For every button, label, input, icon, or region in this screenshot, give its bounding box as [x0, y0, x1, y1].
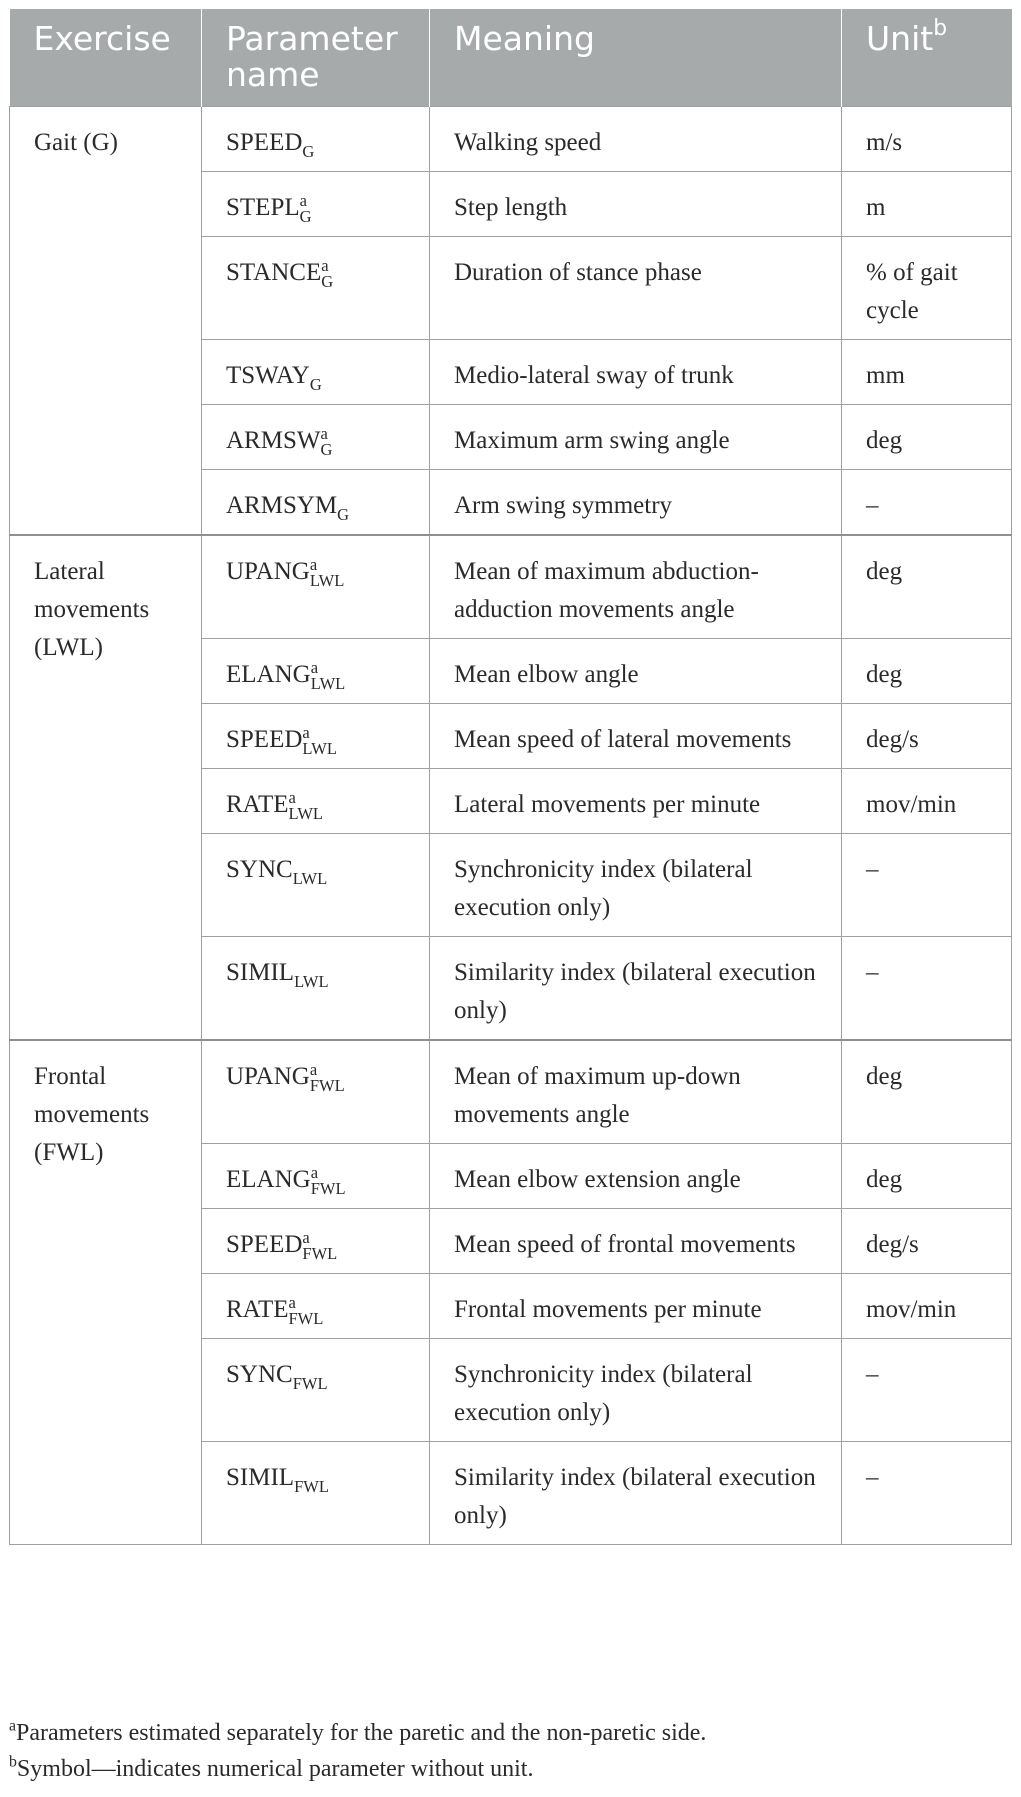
unit-cell: m/s: [842, 107, 1012, 172]
parameter-subscript: LWL: [292, 869, 328, 889]
table-row: [10, 1040, 1012, 1144]
parameter-superscript: a: [320, 423, 328, 443]
meaning-cell: Walking speed: [430, 107, 842, 172]
table-footnotes: [9, 1715, 1011, 1787]
parameter-scripts: [310, 373, 322, 394]
parameter-base: ARMSW: [226, 427, 321, 454]
parameter-base: ELANG: [226, 1166, 311, 1193]
parameter-name-cell: [202, 470, 430, 536]
parameter-scripts: [302, 722, 337, 759]
parameter-subscript: G: [320, 440, 333, 460]
parameter-base: STEPL: [226, 194, 300, 221]
parameter-base: UPANG: [226, 558, 310, 585]
parameter-name-cell: [202, 1144, 430, 1209]
parameter-subscript: G: [321, 272, 334, 292]
table-row: [10, 535, 1012, 639]
parameter-scripts: [294, 970, 329, 991]
footnote-a-mark: a: [9, 1717, 17, 1735]
meaning-cell: Lateral movements per minute: [430, 769, 842, 834]
parameter-base: ARMSYM: [226, 492, 338, 519]
meaning-cell: Mean elbow angle: [430, 639, 842, 704]
parameter-subscript: LWL: [310, 674, 346, 694]
footnote-a: [9, 1715, 1011, 1751]
parameter-name-cell: [202, 107, 430, 172]
parameter-scripts: [309, 554, 345, 591]
parameter-name-cell: [202, 340, 430, 405]
parameter-name-cell: [202, 405, 430, 470]
parameter-name-cell: [202, 1442, 430, 1545]
parameter-name-cell: [202, 535, 430, 639]
parameter-subscript: FWL: [309, 1076, 345, 1096]
footnote-a-text: Parameters estimated separately for the paretic and the non-paretic side.: [16, 1720, 707, 1746]
footnote-b-mark: b: [9, 1753, 17, 1771]
parameter-base: SPEED: [226, 1231, 303, 1258]
exercise-cell: Gait (G): [10, 107, 202, 536]
parameter-scripts: [288, 787, 324, 824]
parameter-base: RATE: [226, 1296, 289, 1323]
table-header: [10, 9, 1012, 107]
parameter-scripts: [288, 1292, 324, 1329]
header-row: [10, 9, 1012, 107]
parameter-superscript: a: [310, 657, 319, 677]
parameter-scripts: [302, 1227, 338, 1264]
parameter-scripts: [293, 867, 328, 888]
parameter-scripts: [321, 255, 334, 292]
parameter-subscript: LWL: [309, 571, 345, 591]
parameter-base: SIMIL: [226, 959, 295, 986]
footnote-b-text: Symbol—indicates numerical parameter without unit.: [16, 1756, 534, 1782]
parameter-base: RATE: [226, 791, 289, 818]
parameter-subscript: G: [309, 375, 322, 395]
parameters-table: [9, 9, 1012, 1545]
parameter-superscript: a: [288, 1292, 296, 1312]
meaning-cell: Mean of maximum abduction-adduction movements angle: [430, 535, 842, 639]
parameter-subscript: G: [302, 142, 315, 162]
parameter-subscript: FWL: [292, 1374, 328, 1394]
meaning-cell: Step length: [430, 172, 842, 237]
meaning-cell: Synchronicity index (bilateral execution only): [430, 1339, 842, 1442]
parameter-scripts: [299, 190, 312, 227]
meaning-cell: Similarity index (bilateral execution only): [430, 937, 842, 1041]
parameters-table-container: [9, 9, 1011, 1545]
parameter-name-cell: [202, 937, 430, 1041]
exercise-cell: Frontal movements (FWL): [10, 1040, 202, 1545]
parameter-subscript: FWL: [302, 1244, 338, 1264]
table-row: [10, 107, 1012, 172]
unit-cell: deg/s: [842, 1209, 1012, 1274]
unit-cell: –: [842, 1339, 1012, 1442]
parameter-base: SPEED: [226, 129, 303, 156]
parameter-superscript: a: [302, 722, 310, 742]
parameter-superscript: a: [299, 190, 307, 210]
parameter-base: SIMIL: [226, 1464, 295, 1491]
parameter-subscript: LWL: [294, 972, 329, 992]
header-unit-footnote-mark: b: [933, 15, 948, 41]
parameter-subscript: FWL: [288, 1309, 324, 1329]
parameter-base: SPEED: [226, 726, 303, 753]
unit-cell: deg/s: [842, 704, 1012, 769]
parameter-name-cell: [202, 639, 430, 704]
parameter-subscript: FWL: [294, 1477, 329, 1497]
parameter-superscript: a: [302, 1227, 310, 1247]
parameter-superscript: a: [288, 787, 296, 807]
parameter-base: TSWAY: [226, 362, 310, 389]
table-body: [10, 107, 1012, 1545]
unit-cell: mm: [842, 340, 1012, 405]
parameter-name-cell: [202, 1040, 430, 1144]
parameter-name-cell: [202, 1209, 430, 1274]
parameter-subscript: G: [337, 505, 350, 525]
unit-cell: deg: [842, 1144, 1012, 1209]
parameter-scripts: [294, 1475, 329, 1496]
unit-cell: deg: [842, 1040, 1012, 1144]
parameter-subscript: LWL: [288, 804, 324, 824]
unit-cell: –: [842, 937, 1012, 1041]
parameter-name-cell: [202, 237, 430, 340]
unit-cell: deg: [842, 405, 1012, 470]
unit-cell: deg: [842, 639, 1012, 704]
unit-cell: deg: [842, 535, 1012, 639]
parameter-base: SYNC: [226, 1361, 293, 1388]
meaning-cell: Mean of maximum up-down movements angle: [430, 1040, 842, 1144]
unit-cell: mov/min: [842, 769, 1012, 834]
parameter-superscript: a: [310, 1162, 319, 1182]
exercise-cell: Lateral movements (LWL): [10, 535, 202, 1040]
header-unit: Unit$^b$: [842, 9, 1012, 107]
parameter-scripts: [337, 503, 349, 524]
parameter-superscript: a: [309, 554, 318, 574]
header-exercise: Exercise: [10, 9, 202, 107]
parameter-name-cell: [202, 704, 430, 769]
unit-cell: –: [842, 834, 1012, 937]
unit-cell: m: [842, 172, 1012, 237]
footnote-b: [9, 1751, 1011, 1787]
meaning-cell: Mean speed of lateral movements: [430, 704, 842, 769]
header-meaning: Meaning: [430, 9, 842, 107]
meaning-cell: Duration of stance phase: [430, 237, 842, 340]
parameter-subscript: G: [299, 207, 312, 227]
parameter-scripts: [320, 423, 333, 460]
parameter-superscript: a: [321, 255, 329, 275]
parameter-scripts: [310, 1162, 346, 1199]
parameter-name-cell: [202, 769, 430, 834]
meaning-cell: Frontal movements per minute: [430, 1274, 842, 1339]
parameter-scripts: [302, 140, 314, 161]
meaning-cell: Medio-lateral sway of trunk: [430, 340, 842, 405]
meaning-cell: Mean elbow extension angle: [430, 1144, 842, 1209]
unit-cell: % of gait cycle: [842, 237, 1012, 340]
meaning-cell: Maximum arm swing angle: [430, 405, 842, 470]
unit-cell: mov/min: [842, 1274, 1012, 1339]
parameter-superscript: a: [309, 1059, 318, 1079]
parameter-scripts: [293, 1372, 328, 1393]
parameter-base: UPANG: [226, 1063, 310, 1090]
parameter-base: ELANG: [226, 661, 311, 688]
parameter-subscript: LWL: [302, 739, 337, 759]
parameter-scripts: [310, 657, 346, 694]
parameter-base: STANCE: [226, 259, 322, 286]
meaning-cell: Arm swing symmetry: [430, 470, 842, 536]
meaning-cell: Similarity index (bilateral execution only): [430, 1442, 842, 1545]
parameter-name-cell: [202, 172, 430, 237]
header-parameter-name: Parameter name: [202, 9, 430, 107]
unit-cell: –: [842, 1442, 1012, 1545]
meaning-cell: Mean speed of frontal movements: [430, 1209, 842, 1274]
parameter-base: SYNC: [226, 856, 293, 883]
parameter-subscript: FWL: [310, 1179, 346, 1199]
parameter-name-cell: [202, 1339, 430, 1442]
parameter-scripts: [309, 1059, 345, 1096]
unit-cell: –: [842, 470, 1012, 536]
parameter-name-cell: [202, 834, 430, 937]
parameter-name-cell: [202, 1274, 430, 1339]
meaning-cell: Synchronicity index (bilateral execution only): [430, 834, 842, 937]
